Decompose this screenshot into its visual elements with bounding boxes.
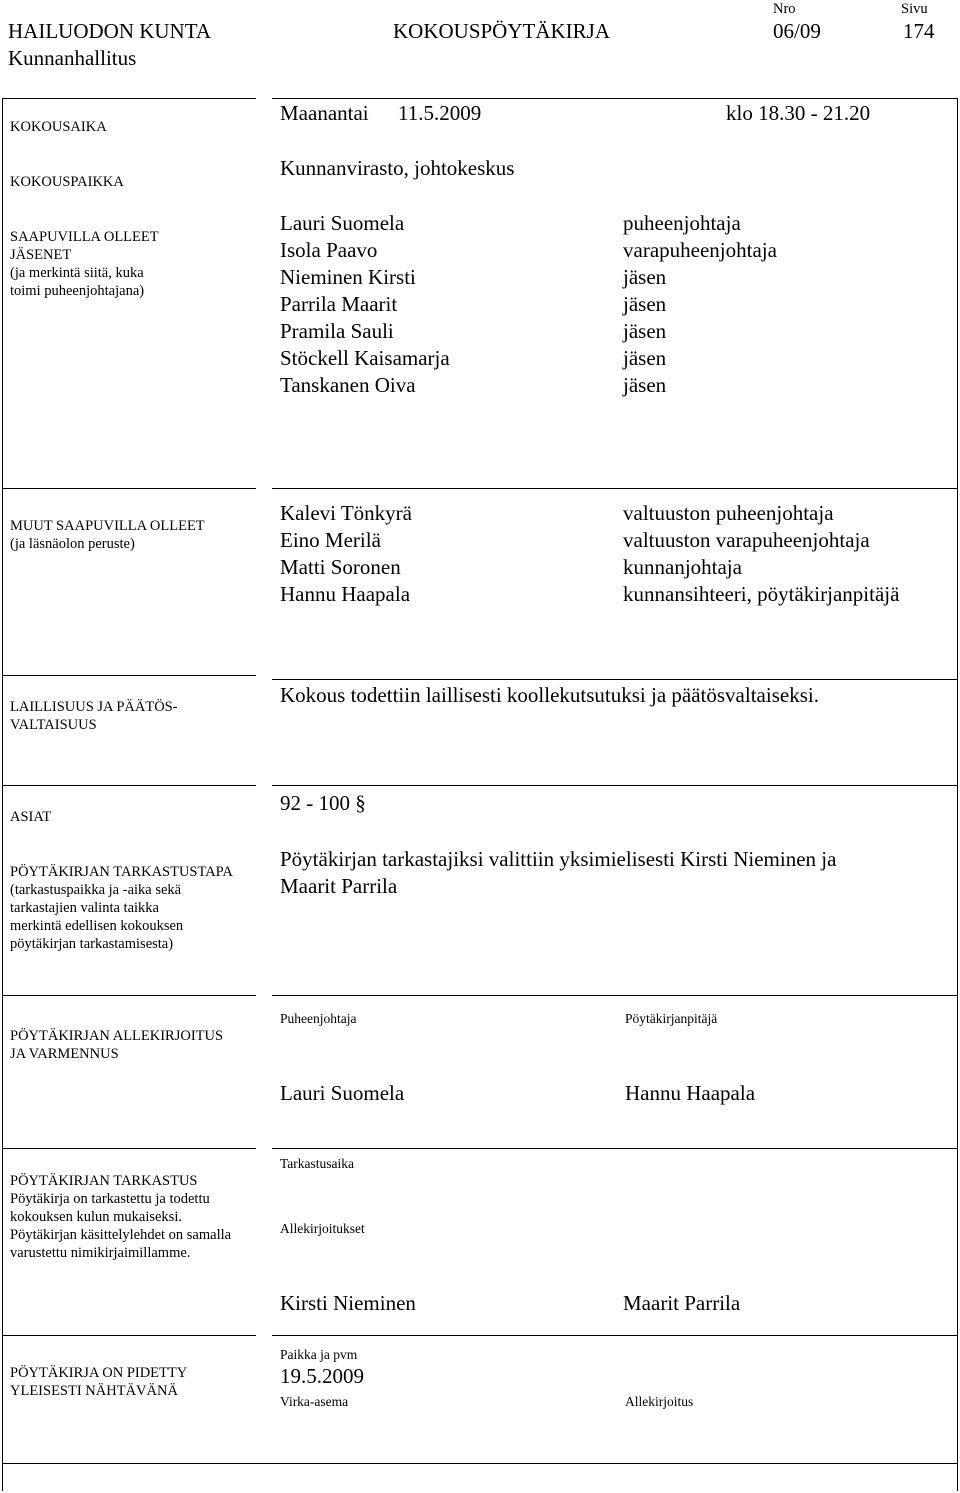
legality-label: LAILLISUUS JA PÄÄTÖS- VALTAISUUS [10,699,178,733]
document-type: KOKOUSPÖYTÄKIRJA [393,19,611,43]
place-date-label: Paikka ja pvm [280,1347,358,1362]
member-name: Parrila Maarit [280,292,398,316]
sivu-value: 174 [903,19,935,43]
divider-line [2,785,256,786]
other-names [280,500,412,608]
member-name: Tanskanen Oiva [280,373,416,397]
legality-text: Kokous todettiin laillisesti koollekutsutuksi ja päätösvaltaiseksi. [280,683,819,707]
review-method-label: PÖYTÄKIRJAN TARKASTUSTAPA (tarkastuspaikka ja -aika sekä tarkastajien valinta taikka merkintä edellisen kokouksen pöytäkirjan tarkastamisesta) [10,864,233,952]
divider-line [2,1148,256,1149]
divider-line [2,995,256,996]
meeting-place: Kunnanvirasto, johtokeskus [280,156,515,180]
other-role: valtuuston varapuheenjohtaja [623,528,870,552]
other-role: valtuuston puheenjohtaja [623,501,834,525]
bottom-line [2,1463,958,1464]
office-label: Virka-asema [280,1394,349,1409]
secretary-name: Hannu Haapala [625,1081,756,1105]
sivu-label: Sivu [901,1,928,17]
divider-line [272,995,958,996]
public-label: PÖYTÄKIRJA ON PIDETTY YLEISESTI NÄHTÄVÄNÄ [10,1365,188,1399]
divider-line [2,1335,256,1336]
meeting-time-label: KOKOUSAIKA [10,119,107,135]
review-signatures-label: Allekirjoitukset [280,1221,365,1236]
divider-line [272,679,958,680]
divider-line [2,98,256,99]
other-roles [623,500,899,608]
other-role: kunnanjohtaja [623,555,742,579]
reviewer-1-name: Kirsti Nieminen [280,1291,416,1315]
member-roles [623,210,777,399]
matters-label: ASIAT [10,809,52,825]
review-method-text: Pöytäkirjan tarkastajiksi valittiin yksimielisesti Kirsti Nieminen ja Maarit Parrila [280,847,837,898]
nro-label: Nro [773,1,796,17]
divider-line [272,785,958,786]
member-role: varapuheenjohtaja [623,238,777,262]
divider-line [272,488,958,489]
signature-label: Allekirjoitus [625,1394,694,1409]
member-role: jäsen [623,292,667,316]
divider-line [2,675,256,676]
reviewer-2-name: Maarit Parrila [623,1291,741,1315]
other-name: Matti Soronen [280,555,401,579]
other-name: Hannu Haapala [280,582,411,606]
public-date: 19.5.2009 [280,1364,364,1388]
member-name: Stöckell Kaisamarja [280,346,450,370]
member-role: jäsen [623,373,667,397]
others-label: MUUT SAAPUVILLA OLLEET (ja läsnäolon peruste) [10,518,205,552]
board-name: Kunnanhallitus [8,46,137,70]
right-border [957,98,958,1491]
member-name: Pramila Sauli [280,319,394,343]
divider-line [272,1148,958,1149]
member-name: Isola Paavo [280,238,378,262]
meeting-place-label: KOKOUSPAIKKA [10,174,124,190]
review-time-label: Tarkastusaika [280,1156,355,1171]
members-label: SAAPUVILLA OLLEET JÄSENET (ja merkintä siitä, kuka toimi puheenjohtajana) [10,229,159,299]
review-label: PÖYTÄKIRJAN TARKASTUS Pöytäkirja on tarkastettu ja todettu kokouksen kulun mukaiseksi. Pöytäkirjan käsittelylehdet on samalla varustettu nimikirjaimillamme. [10,1173,232,1261]
divider-line [2,488,256,489]
member-name: Nieminen Kirsti [280,265,416,289]
member-name: Lauri Suomela [280,211,405,235]
member-role: jäsen [623,319,667,343]
member-role: jäsen [623,265,667,289]
meeting-day: Maanantai [280,101,369,125]
matters-value: 92 - 100 § [280,791,366,815]
secretary-label: Pöytäkirjanpitäjä [625,1011,718,1026]
member-role: puheenjohtaja [623,211,741,235]
nro-value: 06/09 [773,19,821,43]
municipality-name: HAILUODON KUNTA [8,19,212,43]
meeting-time: klo 18.30 - 21.20 [726,101,871,125]
chair-name: Lauri Suomela [280,1081,405,1105]
member-role: jäsen [623,346,667,370]
divider-line [272,98,958,99]
left-border [2,98,3,1491]
member-names [280,210,450,399]
chair-label: Puheenjohtaja [280,1011,357,1026]
other-role: kunnansihteeri, pöytäkirjanpitäjä [623,582,900,606]
meeting-date: 11.5.2009 [398,101,482,125]
other-name: Eino Merilä [280,528,381,552]
divider-line [272,1335,958,1336]
other-name: Kalevi Tönkyrä [280,501,412,525]
signatures-label: PÖYTÄKIRJAN ALLEKIRJOITUS JA VARMENNUS [10,1028,224,1062]
